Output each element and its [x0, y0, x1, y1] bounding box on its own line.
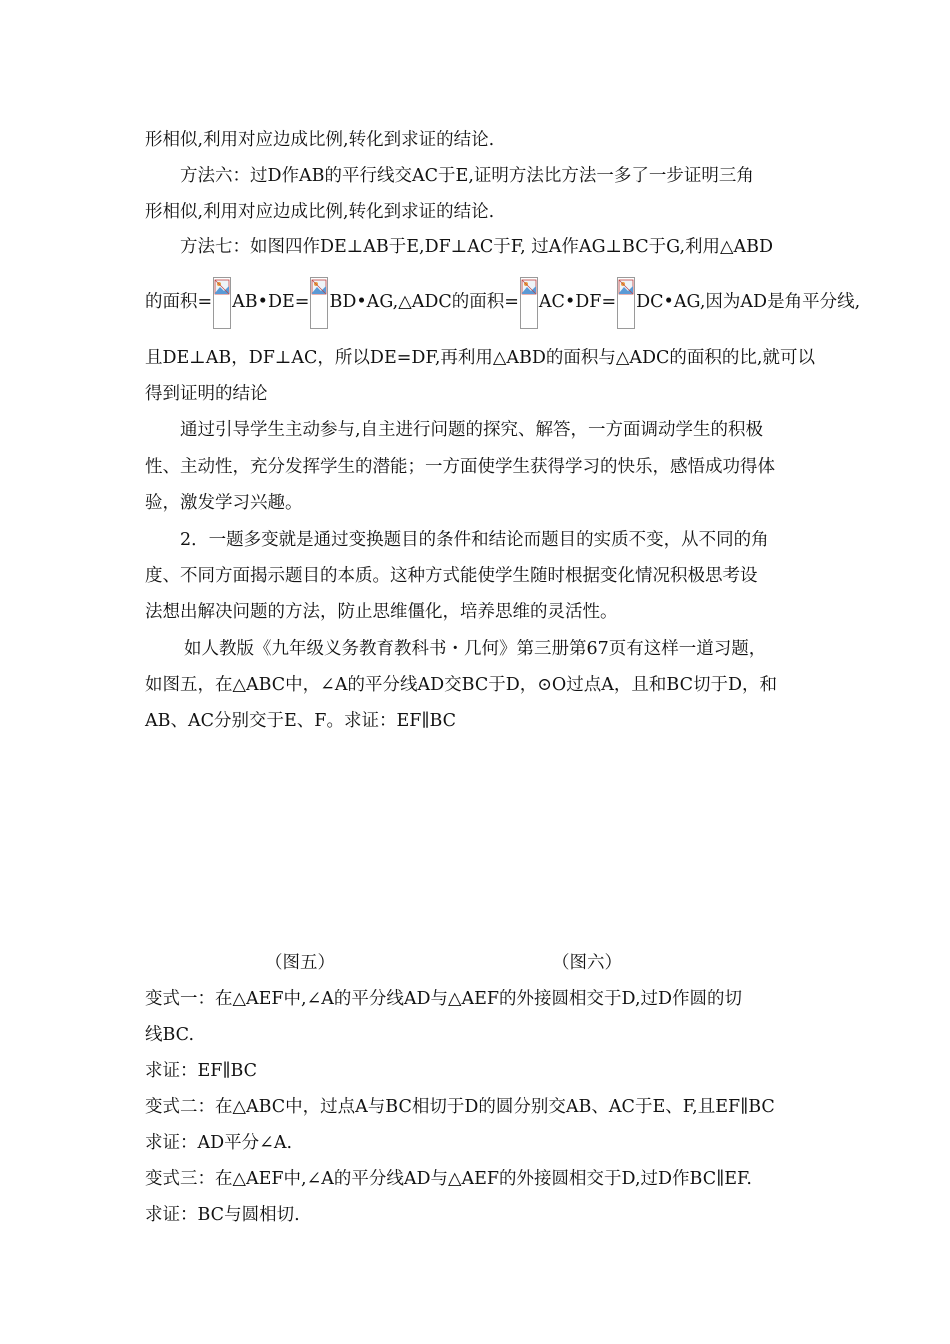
- formula-text: AC•DF=: [538, 292, 617, 312]
- formula-text: AB•DE=: [232, 292, 310, 312]
- paragraph-line: 形相似,利用对应边成比例,转化到求证的结论.: [145, 202, 495, 222]
- paragraph-line: 线BC.: [145, 1025, 195, 1045]
- method-seven-line: 方法七：如图四作DE⊥AB于E,DF⊥AC于F, 过A作AG⊥BC于G,利用△ABD: [180, 237, 773, 257]
- paragraph-line: 如图五，在△ABC中，∠A的平分线AD交BC于D，⊙O过点A，且和BC切于D，和: [145, 675, 777, 695]
- broken-image-icon: [520, 277, 538, 329]
- variant-one-line: 变式一：在△AEF中,∠A的平分线AD与△AEF的外接圆相交于D,过D作圆的切: [145, 989, 743, 1009]
- formula-text: DC•AG,因为AD是角平分线,: [636, 292, 861, 312]
- paragraph-line: 求证：BC与圆相切.: [145, 1205, 300, 1225]
- area-formula-line: [145, 276, 861, 329]
- paragraph-line: 2．一题多变就是通过变换题目的条件和结论而题目的实质不变，从不同的角: [180, 530, 769, 550]
- formula-text: 的面积=: [145, 292, 213, 312]
- broken-image-icon: [310, 277, 328, 329]
- variant-two-line: 变式二：在△ABC中，过点A与BC相切于D的圆分别交AB、AC于E、F,且EF∥BC: [145, 1097, 775, 1117]
- paragraph-line: 求证：AD平分∠A.: [145, 1133, 293, 1153]
- paragraph-line: 性、主动性，充分发挥学生的潜能；一方面使学生获得学习的快乐，感悟成功得体: [145, 457, 775, 477]
- paragraph-line: 如人教版《九年级义务教育教科书・几何》第三册第67页有这样一道习题，: [184, 639, 767, 659]
- broken-image-icon: [213, 277, 231, 329]
- paragraph-line: 法想出解决问题的方法，防止思维僵化，培养思维的灵活性。: [145, 602, 618, 622]
- paragraph-line: 通过引导学生主动参与,自主进行问题的探究、解答，一方面调动学生的积极: [180, 420, 764, 440]
- figure-caption-6: （图六）: [552, 953, 622, 973]
- figure-caption-5: （图五）: [265, 953, 335, 973]
- paragraph-line: 得到证明的结论: [145, 384, 268, 404]
- paragraph-line: 求证：EF∥BC: [145, 1061, 258, 1081]
- paragraph-line: 形相似,利用对应边成比例,转化到求证的结论.: [145, 130, 495, 150]
- paragraph-line: 度、不同方面揭示题目的本质。这种方式能使学生随时根据变化情况积极思考设: [145, 566, 758, 586]
- paragraph-line: AB、AC分别交于E、F。求证：EF∥BC: [145, 711, 457, 731]
- paragraph-line: 验，激发学习兴趣。: [145, 493, 303, 513]
- variant-three-line: 变式三：在△AEF中,∠A的平分线AD与△AEF的外接圆相交于D,过D作BC∥EF.: [145, 1169, 752, 1189]
- method-six-line: 方法六：过D作AB的平行线交AC于E,证明方法比方法一多了一步证明三角: [180, 166, 754, 186]
- formula-text: BD•AG,△ADC的面积=: [329, 292, 519, 312]
- paragraph-line: 且DE⊥AB，DF⊥AC，所以DE=DF,再利用△ABD的面积与△ADC的面积的比,就可以: [145, 348, 815, 368]
- broken-image-icon: [617, 277, 635, 329]
